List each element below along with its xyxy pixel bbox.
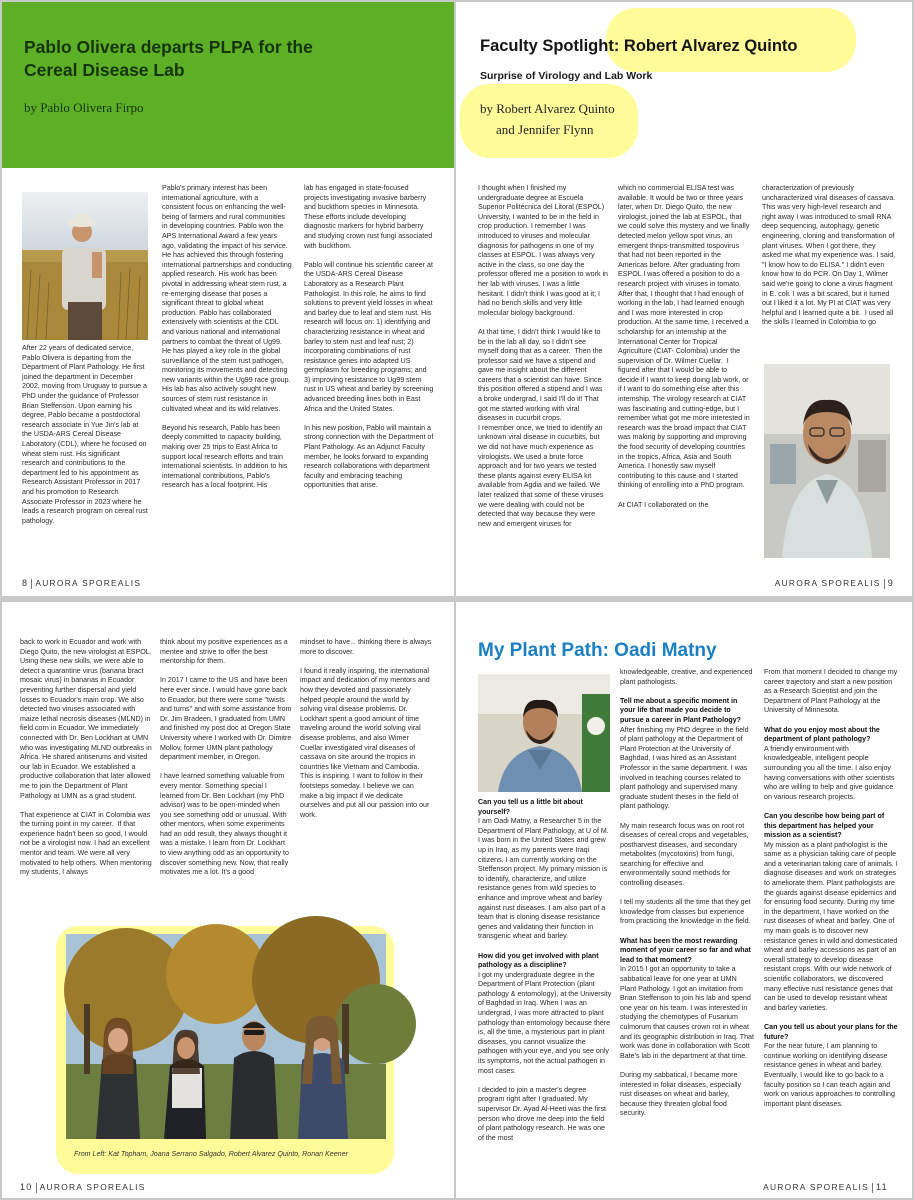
green-banner: [2, 2, 454, 168]
page9-magazine-name: AURORA SPOREALIS: [774, 578, 881, 588]
page11-magazine-name: AURORA SPOREALIS: [763, 1182, 870, 1192]
page9-col3: characterization of previously uncharacterized viral diseases of cassava. This was very high-level research and right away I was introduced to small RNA deep sequencing, autophagy, genetic engineering, cloning and transformation of plant viruses. When I got there, they asked me what my experience was. I said, "I know how to do ELISA." I didn't even know how to do PCR. On Day 1, Wilmer said we're going to clone a virus fragment in E. coli. I was a bit scared, but it turned out I liked it a lot. My PI at CIAT was very helpful and I learned quite a bit. I used all the skills I learned in Colombia to go: [762, 184, 898, 327]
page-9: [456, 2, 912, 596]
page10-folio: [20, 1182, 146, 1193]
page8-col3: lab has engaged in state-focused projects investigating invasive barberry and buckthorn species in Minnesota. These efforts include developing diagnostic markers for hybrid barberry and studying crown rust fungi associated with buckthorn. Pablo will continue his scientific career at the USDA-ARS Cereal Disease Laboratory as a Research Plant Pathologist. In this role, he aims to find solutions to prevent yield losses in wheat and barley due to leaf and stem rust. His research will focus on: 1) identifying and characterizing resistance in wheat and barley to stem rust and leaf rust; 2) incorporating combinations of rust resistance genes into adapted US germplasm for breeding programs; and 3) improving resistance to Ug99 stem rust in US wheat and barley by screening advanced breeding lines both in East Africa and the United States. In his new position, Pablo will maintain a strong connection with the Department of Plant Pathology. As an Adjunct Faculty member, he looks forward to expanding research collaborations with department faculty and embracing teaching opportunities that arise.: [304, 184, 434, 490]
robert-photo: [764, 364, 890, 558]
page11-page-number: 11: [876, 1182, 888, 1192]
page11-col3: From that moment I decided to change my career trajectory and start a new position as a Research Scientist and join the Department of Plant Pathology at the University of Minnesota. What do you enjoy most about the department of plant pathology? A friendly environment with knowledgeable, intelligent people surrounding you all the time. I also enjoy having conversations with other scientists who are willing to help and give guidance on various research projects. Can you describe how being part of this department has helped your mission as a scientist? My mission as a plant pathologist is the same as a physician taking care of people and a veterinarian taking care of animals. I diagnose diseases and work on strategies to ameliorate them. Plant pathologists are the guards against disease epidemics and for ensuring food security. During my time in the department, I have worked on the rust diseases of wheat and barley. One of my main goals is to discover new resistance genes in wild and domesticated wheat and barley accessions as part of an overall strategy to develop disease resistant crops. With our wide network of scientific collaborators, we discovered many effective rust resistance genes that can be used to develop resistant wheat and barley varieties. Can you tell us about your plans for the future? For the near future, I am planning to continue working on identifying disease resistance genes in wheat and barley. Eventually, I would like to go back to a faculty position so I can teach again and work on various approaches to controlling important plant diseases.: [764, 668, 898, 1108]
page9-byline-line2: and Jennifer Flynn: [496, 122, 594, 137]
page9-col2: which no commercial ELISA test was available. It would be two or three years later, when Dr. Diego Quito, the new virologist, joined the lab at ESPOL, that we could solve this mystery and we finally detected melon yellow spot virus, an emergent thrips-transmitted tospovirus that had not been reported in the Americas before. After graduating from ESPOL I was offered a position to do a research project with viruses in tomato. After that, I thought that I had enough of working in the lab, I had learned enough and I was more interested in crop production. At the same time, I received a scholarship for an internship at the International Center for Tropical Agriculture (CIAT- Colombia) under the supervision of Dr. Wilmer Cuellar. I figured after that I would be able to decide if I want to keep doing lab work, or if I want to do something else after this internship. The virology research at CIAT was fascinating and cutting-edge, but I remember what got me more interested in research was the broad impact that CIAT was making by supporting and improving the food security of developing countries in the tropics, Africa, Asia and South America. I honestly saw myself contributing to this cause and I started thinking of enrolling into a PhD program. At CIAT I collaborated on the: [618, 184, 750, 509]
page10-col3: mindset to have... thinking there is always more to discover. I found it really inspiring, the international impact and dedication of my mentors and how they devoted and passionately helped people around the world by solving viral disease problems. Dr. Lockhart spent a good amount of time traveling around the world solving viral disease problems, and also Wimer Cuellar investigated viral diseases of cassava on site around the tropics in countries like Vietnam and Cambodia. This is inspiring. I want to follow in their footsteps someday. I believe we can make a big impact if we dedicate ourselves and put all our passion into our work.: [300, 638, 432, 819]
page8-byline: by Pablo Olivera Firpo: [24, 100, 144, 115]
group-photo-image: [66, 934, 386, 1139]
page10-col1: back to work in Ecuador and work with Diego Quito, the new virologist at ESPOL. Using these new skills, we were able to detect a quarantine virus (banana bract mosaic virus) in bananas in Ecuador preventing further dispersal and yield losses to Ecuador's main crop. We also detected two viruses associated with maize lethal necrosis diseases (MLND) in field corn in Ecuador. We immediately connected with Dr. Ben Lockhart at UMN who was investigating MLND outbreaks in Africa. He shared antiserums and visited our lab in Ecuador. We established a productive collaboration that later allowed me to join the Department of Plant Pathology at UMN as a grad student. That experience at CIAT in Colombia was the turning point in my career. If that experience hadn't been so good, I would not be a virologist now. I had an excellent mentor and team. We were all very motivated to help others. When mentoring my students, I always: [20, 638, 152, 877]
page-10: [2, 602, 454, 1198]
oadi-photo-image: [478, 674, 610, 792]
page8-col1: After 22 years of dedicated service, Pablo Olivera is departing from the Department of Plant Pathology. He first joined the department in December 2002, moving from Uruguay to pursue a PhD under the guidance of Professor Brian Steffenson. Upon earning his degree, Pablo became a postdoctoral research associate in Yue Jin's lab at the USDA-ARS Cereal Disease Laboratory (CDL), where he focused on wheat stem rust. His significant research and contributions to the department led to his appointment as Research Assistant Professor in 2017 and his promotion to Research Associate Professor in 2023 where he leads a research program on cereal rust pathology.: [22, 344, 150, 525]
page8-page-number: 8: [22, 578, 29, 588]
page11-title: My Plant Path: Oadi Matny: [478, 640, 717, 661]
page11-folio: [763, 1182, 888, 1193]
highlight-byline: [460, 84, 638, 158]
page9-page-number: 9: [887, 578, 894, 588]
page-11: [456, 602, 912, 1198]
robert-photo-image: [764, 364, 890, 558]
page11-col2: knowledgeable, creative, and experienced plant pathologists. Tell me about a specific moment in your life that made you decide to pursue a career in Plant Pathology? After finishing my PhD degree in the field of plant pathology at the Department of Plant Protection at the University of Baghdad, I was hired as an Assistant Professor in the same department. I was involved in teaching courses related to plant pathology and supervised many graduate student theses in the field of plant pathology. My main research focus was on root rot diseases of cereal crops and vegetables, postharvest diseases, and secondary metabolites (mycotoxins) from fungi, searching for effective and environmentally sound methods for controlling diseases. I tell my students all the time that they get knowledge from classes but experience from practicing the knowledge in the field. What has been the most rewarding moment of your career so far and what lead to that moment? In 2015 I got an opportunity to take a sabbatical leave for one year at UMN Plant Pathology. I got an invitation from Brian Steffenson to join his lab and spend one year on his team. I was interested in studying the chemotypes of Fusarium culmorum that causes crown rot in wheat and its geographic distribution in Iraq. That work was done in collaboration with Scott Bate's lab in the department at that time. During my sabbatical, I became more interested in foliar diseases, especially rust diseases on wheat and barley, because they threaten global food security.: [620, 668, 754, 1118]
page10-col2: think about my positive experiences as a mentee and strive to offer the best mentorship for them. In 2017 I came to the US and have been here ever since. I would have gone back to Ecuador, but there were some "twists and turns" and with some assistance from Dr. Jim Bradeen, I graduated from UMN and finished my post doc at Oregon State University where I worked with Dr. Dimitre Mollov, former UMN plant pathology department member, in Oregon. I have learned something valuable from every mentor. Something special I learned from Dr. Ben Lockhart (my PhD advisor) was to be open-minded when you see something odd or unusual. With other mentors, when some experiments had an odd result, they always thought it was a mistake. I learn from Dr. Lockhart to view anything odd as an opportunity to discover something new. Now, that really motivates me a lot. It's a good: [160, 638, 292, 877]
page8-col2: Pablo's primary interest has been international agriculture, with a consistent focus on enhancing the well-being of farmers and rural communities in developing countries. Pablo won the APS International Award a few years ago, validating the impact of his service. He has achieved this through fostering international partnerships and conducting applied research. His work has been pivotal in addressing wheat stem rust, a re-emerging disease that poses a significant threat to global wheat production. Pablo has collaborated extensively with scientists at the CDL and various national and international partners to combat the threat of Ug99. He has played a key role in the global surveillance of the stem rust pathogen, monitoring its movements and detecting new variants within the Ug99 race group. His lab has also actively sought new sources of stem rust resistance in cultivated wheat and its wild relatives. Beyond his research, Pablo has been deeply committed to capacity building, making over 25 trips to East Africa to support local research efforts and train international scientists. In addition to his international contributions, Pablo's research has a local footprint. His: [162, 184, 292, 490]
page8-folio: [22, 578, 141, 589]
page10-magazine-name: AURORA SPOREALIS: [39, 1182, 146, 1192]
page9-byline-line1: by Robert Alvarez Quinto: [480, 101, 615, 116]
pablo-photo-image: [22, 192, 148, 340]
pablo-photo: [22, 192, 148, 340]
page9-title: Faculty Spotlight: Robert Alvarez Quinto: [480, 37, 798, 55]
oadi-photo: [478, 674, 610, 792]
group-photo: [66, 934, 386, 1139]
page8-magazine-name: AURORA SPOREALIS: [35, 578, 142, 588]
page8-title: Pablo Olivera departs PLPA for the Cereal Disease Lab: [24, 37, 313, 80]
page11-col1: Can you tell us a little bit about yourself? I am Oadi Matny, a Researcher 5 in the Department of Plant Pathology, at U of M. I was born in the United States and grew up in Iraq, as my parents were Iraqi citizens. I am currently working on the Steffenson project. My primary mission is to identify, characterize, and utilize resistance genes from wild species to enhance and improve wheat and barley against rust diseases. I am also part of a team that is cloning disease resistance genes and validating their function in transgenic wheat and barley. How did you get involved with plant pathology as a discipline? I got my undergraduate degree in the Department of Plant Protection (plant pathology & entomology), at the University of Baghdad in Iraq. When I was an undergrad, I was more attracted to plant pathology than entomology because there is, all the time, a mysterious part in plant diseases, you cannot visualize the pathogen with your eye, and you see only its symptoms, not the actual pathogen in most cases. I decided to join a master's degree program right after I graduated. My supervisor Dr. Ayad Al-Heeti was the first person who drove me deep into the field of plant pathology research. He was one of the most: [478, 798, 612, 1142]
page10-page-number: 10: [20, 1182, 33, 1192]
group-photo-caption: From Left: Kat Topham, Joana Serrano Salgado, Robert Alvarez Quinto, Ronan Keener: [74, 1150, 348, 1158]
page9-col1: I thought when I finished my undergraduate degree at Escuela Superior Politécnica del Litoral (ESPOL) University, I wanted to be in the field in crop production. I remember I was introduced to viruses and molecular diagnosis for pathogens in one of my classes at ESPOL. I was always very active in the class, so one day the professor offered me a position to work in her lab with viruses. I was a little hesitant. I didn't think I was good at it; I had no bench skills and very little molecular biology background. At that time, I didn't think I would like to be in the lab all day, so I didn't see myself doing that as a career. Then the professor said we have a stipend and gave me insight about the different careers that a scientist can have. Since this position offered a stipend and I was a broke undergrad, I said I'll do it! That got me started working with viral diseases in cucurbit crops. I remember once, we tried to identify an unknown viral disease in cucurbits, but we did not have much experience as virologists. We used a brute force approach and for two years we tested these plants against every ELISA kit available from Agdia and we failed. We later realized that some of these viruses we were dealing with could not be detected that way because they were new and emergent viruses for: [478, 184, 608, 528]
page9-subtitle: Surprise of Virology and Lab Work: [480, 70, 653, 82]
page9-folio: [775, 578, 894, 589]
page-8: [2, 2, 454, 596]
